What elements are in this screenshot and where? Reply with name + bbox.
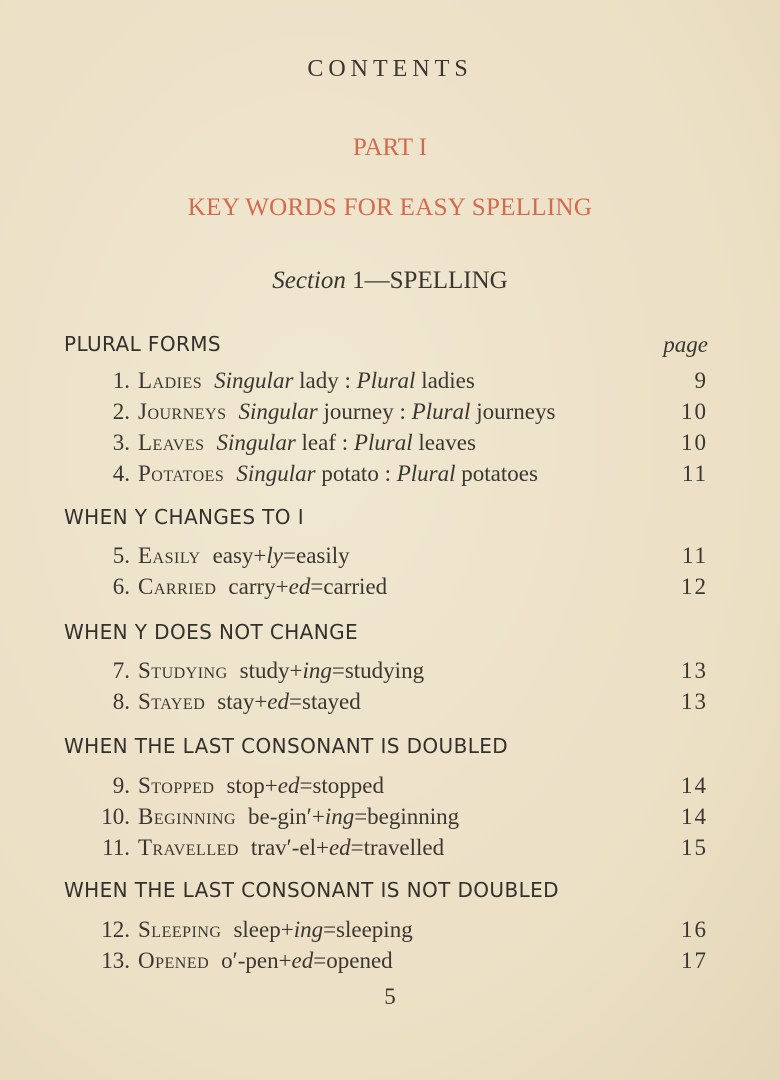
entry-body [138, 835, 444, 861]
entry-text-part: =easily [283, 543, 350, 568]
entry-text-part: be-gin′+ [248, 804, 325, 829]
entry-italic-part: Plural [356, 368, 416, 393]
entry-text-part: =sleeping [323, 917, 413, 942]
toc-entry [0, 461, 780, 491]
toc-entry [0, 804, 780, 834]
section-number: 1—SPELLING [352, 267, 508, 294]
entry-number: 10. [101, 804, 130, 829]
entry-body [138, 461, 538, 487]
entry-number: 2. [112, 399, 130, 424]
entry-page: 10 [681, 399, 708, 424]
group-heading: PLURAL FORMS [64, 332, 222, 356]
key-word: Stayed [138, 689, 206, 714]
entry-italic-part: Singular [216, 430, 296, 455]
group-heading: WHEN THE LAST CONSONANT IS DOUBLED [64, 734, 509, 758]
key-word: Opened [138, 948, 210, 973]
group-heading: WHEN THE LAST CONSONANT IS NOT DOUBLED [64, 878, 559, 902]
contents-title: CONTENTS [307, 56, 473, 82]
entry-number: 12. [101, 917, 130, 942]
entry-page: 15 [681, 835, 708, 860]
entry-text-part: journeys [470, 399, 556, 424]
entry-italic-part: ed [328, 835, 351, 860]
entry-page: 10 [681, 430, 708, 455]
entry-page: 13 [681, 658, 708, 683]
entry-number: 5. [112, 543, 130, 568]
entry-body [138, 658, 424, 684]
entry-text-part: ladies [415, 368, 475, 393]
part-heading: PART I [352, 134, 428, 161]
entry-italic-part: ed [288, 574, 311, 599]
entry-text-part: study+ [239, 658, 303, 683]
entry-text-part: =carried [310, 574, 388, 599]
entry-body [138, 399, 555, 425]
entry-number: 7. [112, 658, 130, 683]
toc-entry [0, 543, 780, 573]
entry-text-part: stop+ [226, 773, 278, 798]
entry-text-part: easy+ [212, 543, 267, 568]
toc-entry [0, 773, 780, 803]
entry-text-part: leaf : [295, 430, 354, 455]
entry-page: 14 [681, 773, 708, 798]
entry-text-part: =travelled [350, 835, 445, 860]
toc-entry [0, 658, 780, 688]
key-word: Easily [138, 543, 201, 568]
entry-number: 4. [112, 461, 130, 486]
toc-entry [0, 368, 780, 398]
entry-text-part: sleep+ [233, 917, 294, 942]
key-word: Beginning [138, 804, 237, 829]
entry-italic-part: ing [324, 804, 355, 829]
section-heading [0, 267, 780, 295]
entry-page: 16 [681, 917, 708, 942]
entry-italic-part: ing [293, 917, 324, 942]
entry-text-part: potato : [315, 461, 397, 486]
key-word: Potatoes [138, 461, 225, 486]
entry-italic-part: Singular [236, 461, 316, 486]
entry-text-part: =opened [313, 948, 393, 973]
entry-body [138, 917, 413, 943]
entry-text-part: =stayed [289, 689, 361, 714]
entry-page: 14 [681, 804, 708, 829]
entry-italic-part: Plural [353, 430, 413, 455]
entry-number: 11. [102, 835, 130, 860]
entry-body [138, 773, 384, 799]
entry-italic-part: ed [291, 948, 314, 973]
entry-page: 12 [681, 574, 708, 599]
toc-entry [0, 399, 780, 429]
entry-text-part: =studying [331, 658, 425, 683]
entry-page: 11 [681, 461, 708, 486]
group-heading: WHEN Y CHANGES TO I [64, 505, 304, 529]
key-word: Travelled [138, 835, 239, 860]
entry-italic-part: Plural [411, 399, 471, 424]
toc-entry [0, 917, 780, 947]
key-word: Carried [138, 574, 217, 599]
entry-text-part: leaves [412, 430, 476, 455]
entry-body [138, 368, 475, 394]
entry-number: 6. [112, 574, 130, 599]
entry-text-part: carry+ [228, 574, 289, 599]
entry-text-part: lady : [293, 368, 357, 393]
toc-entry [0, 835, 780, 865]
entry-number: 8. [112, 689, 130, 714]
entry-italic-part: ed [277, 773, 300, 798]
entry-number: 9. [112, 773, 130, 798]
page-number: 5 [384, 984, 396, 1009]
key-word: Ladies [138, 368, 203, 393]
key-word: Leaves [138, 430, 205, 455]
entry-body [138, 543, 350, 569]
toc-entry [0, 689, 780, 719]
toc-entry [0, 430, 780, 460]
entry-italic-part: ing [302, 658, 332, 683]
entry-italic-part: Singular [238, 399, 318, 424]
entry-body [138, 689, 361, 715]
entry-text-part: potatoes [455, 461, 538, 486]
group-heading: WHEN Y DOES NOT CHANGE [64, 620, 359, 644]
entry-text-part: o′-pen+ [221, 948, 292, 973]
entry-text-part: journey : [317, 399, 412, 424]
entry-text-part: =stopped [299, 773, 385, 798]
entry-body [138, 804, 459, 830]
entry-italic-part: Plural [396, 461, 456, 486]
key-word: Studying [138, 658, 228, 683]
entry-italic-part: ly [266, 543, 284, 568]
entry-text-part: stay+ [217, 689, 268, 714]
page-column-header: page [663, 332, 708, 357]
entry-text-part: =beginning [354, 804, 460, 829]
section-label: Section [272, 267, 346, 294]
key-word: Stopped [138, 773, 215, 798]
part-title: KEY WORDS FOR EASY SPELLING [187, 194, 593, 221]
entry-number: 3. [112, 430, 130, 455]
entry-text-part: trav′-el+ [250, 835, 329, 860]
entry-page: 9 [694, 368, 708, 393]
toc-entry [0, 948, 780, 978]
entry-page: 13 [681, 689, 708, 714]
entry-italic-part: Singular [214, 368, 294, 393]
key-word: Journeys [138, 399, 227, 424]
entry-body [138, 948, 393, 974]
entry-page: 11 [681, 543, 708, 568]
entry-number: 13. [101, 948, 130, 973]
key-word: Sleeping [138, 917, 222, 942]
toc-entry [0, 574, 780, 604]
entry-page: 17 [681, 948, 708, 973]
entry-italic-part: ed [267, 689, 290, 714]
entry-number: 1. [112, 368, 130, 393]
entry-body [138, 430, 476, 456]
entry-body [138, 574, 387, 600]
